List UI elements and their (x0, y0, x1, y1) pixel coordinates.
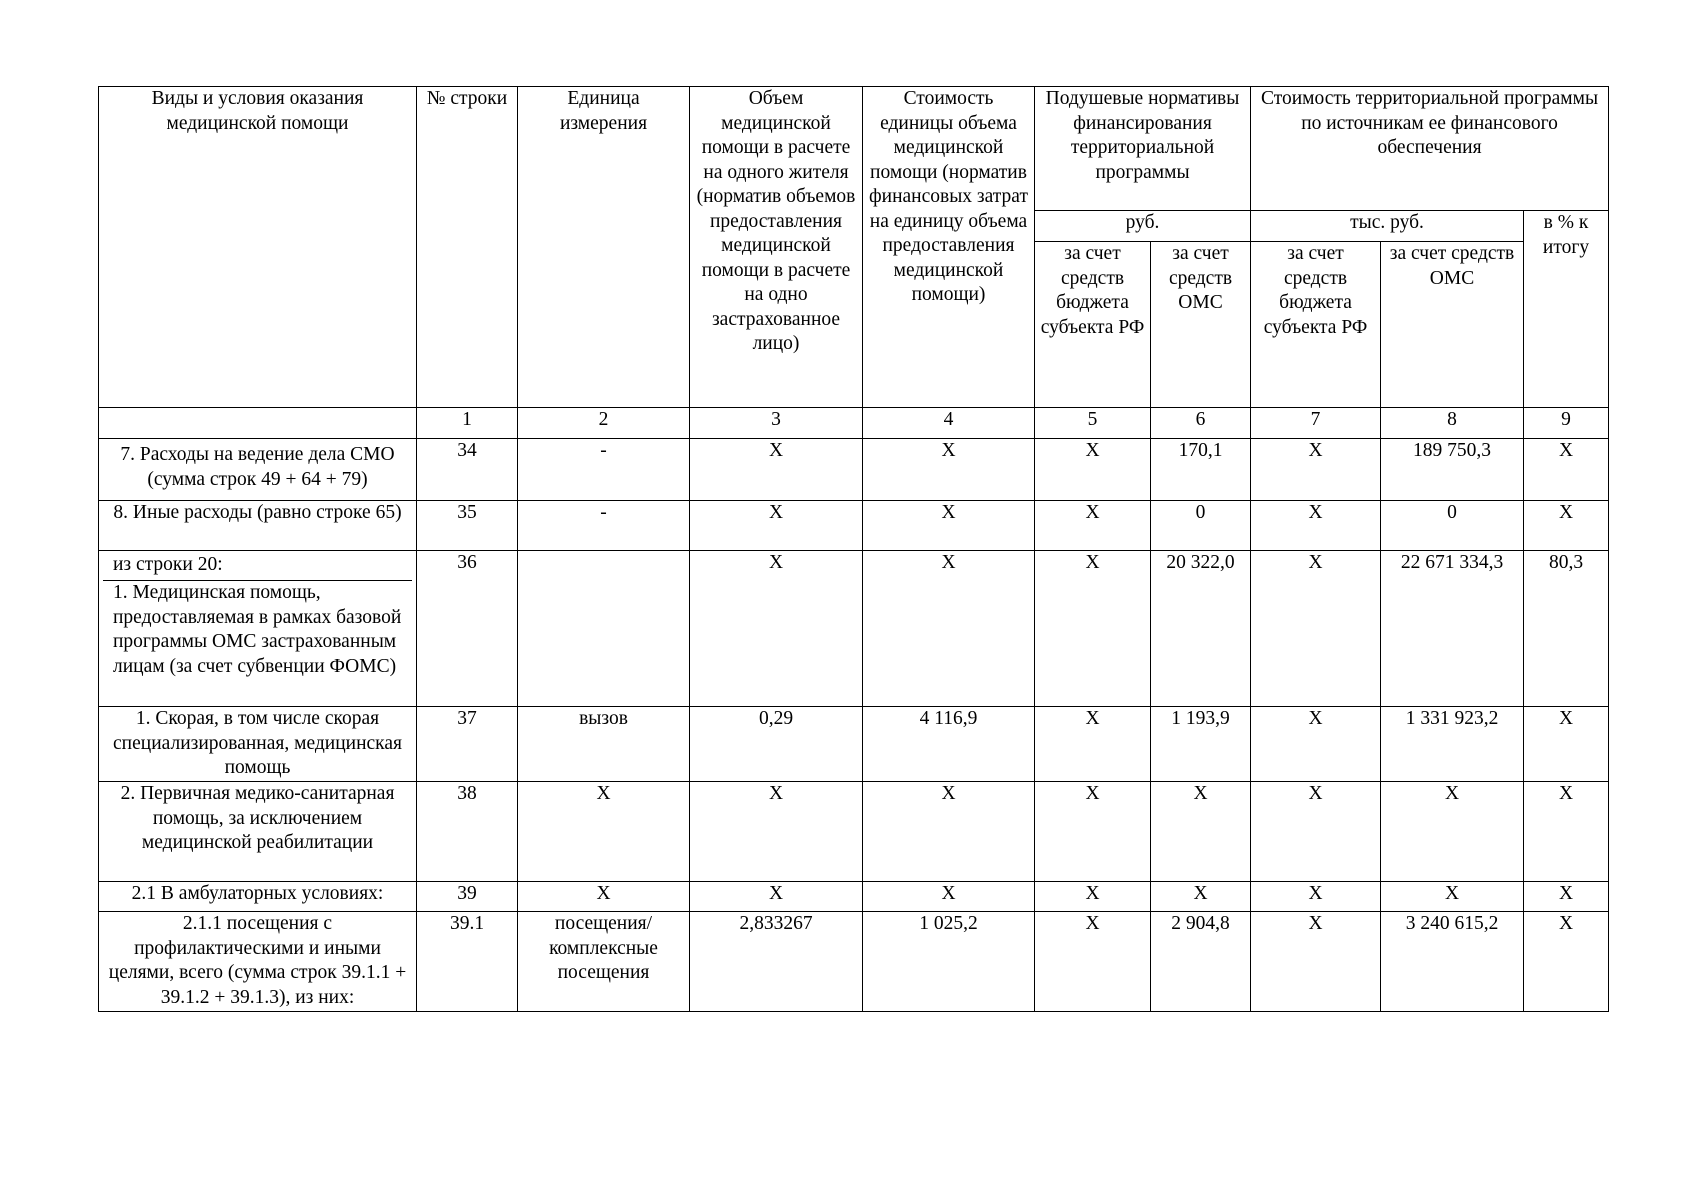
cell-percapita-budget: X (1035, 439, 1151, 501)
column-number-cell: 4 (863, 408, 1035, 439)
cell-cost: 1 025,2 (863, 912, 1035, 1012)
table-row (99, 782, 1609, 882)
header-percapita-group: Подушевые нормативы финансирования территориальной программы (1035, 87, 1251, 211)
cell-percent: X (1524, 707, 1609, 782)
column-number-cell: 8 (1381, 408, 1524, 439)
cell-row-no: 35 (417, 501, 518, 551)
table-row (99, 882, 1609, 912)
cell-total-budget: X (1251, 707, 1381, 782)
cell-total-budget: X (1251, 912, 1381, 1012)
column-number-cell: 1 (417, 408, 518, 439)
cell-percapita-oms: 2 904,8 (1151, 912, 1251, 1012)
column-number-cell: 7 (1251, 408, 1381, 439)
cell-total-oms: 22 671 334,3 (1381, 551, 1524, 707)
column-number-cell: 3 (690, 408, 863, 439)
header-percapita-budget: за счет средств бюджета субъекта РФ (1035, 242, 1151, 408)
table-row (99, 439, 1609, 501)
cell-percapita-oms: 0 (1151, 501, 1251, 551)
cell-percent: X (1524, 439, 1609, 501)
cell-volume: 0,29 (690, 707, 863, 782)
cell-volume: 2,833267 (690, 912, 863, 1012)
row-name: 2.1 В амбулаторных условиях: (99, 882, 417, 912)
row-name: 2.1.1 посещения с профилактическими и иными целями, всего (сумма строк 39.1.1 + 39.1.2 + 39.1.3), из них: (99, 912, 417, 1012)
row-name: 7. Расходы на ведение дела СМО (сумма строк 49 + 64 + 79) (99, 439, 417, 501)
cell-volume: X (690, 882, 863, 912)
cell-percapita-budget: X (1035, 882, 1151, 912)
column-number-cell: 9 (1524, 408, 1609, 439)
cell-cost: X (863, 501, 1035, 551)
cell-percapita-budget: X (1035, 782, 1151, 882)
column-number-cell: 5 (1035, 408, 1151, 439)
document-page (98, 86, 1609, 1012)
header-row-no: № строки (417, 87, 518, 408)
cell-cost: 4 116,9 (863, 707, 1035, 782)
cell-total-budget: X (1251, 501, 1381, 551)
cell-percent: 80,3 (1524, 551, 1609, 707)
header-percent-total: в % к итогу (1524, 211, 1609, 408)
cell-unit: - (518, 439, 690, 501)
cell-volume: X (690, 501, 863, 551)
cell-total-oms: 3 240 615,2 (1381, 912, 1524, 1012)
cell-row-no: 38 (417, 782, 518, 882)
cell-total-budget: X (1251, 439, 1381, 501)
cell-volume: X (690, 782, 863, 882)
cell-unit: вызов (518, 707, 690, 782)
cell-row-no: 37 (417, 707, 518, 782)
cell-percapita-oms: 1 193,9 (1151, 707, 1251, 782)
cell-total-budget: X (1251, 782, 1381, 882)
header-row (99, 87, 1609, 211)
cell-percapita-oms: 170,1 (1151, 439, 1251, 501)
row-name: 2. Первичная медико-санитарная помощь, за исключением медицинской реабилитации (99, 782, 417, 882)
column-number-cell: 2 (518, 408, 690, 439)
cell-volume: X (690, 551, 863, 707)
cell-unit (518, 551, 690, 707)
table-row (99, 501, 1609, 551)
cell-percapita-oms: X (1151, 782, 1251, 882)
header-unit-rub: руб. (1035, 211, 1251, 242)
row-name: 1. Скорая, в том числе скорая специализированная, медицинская помощь (99, 707, 417, 782)
cell-row-no: 36 (417, 551, 518, 707)
column-numbers-row (99, 408, 1609, 439)
cell-total-oms: X (1381, 882, 1524, 912)
cell-total-budget: X (1251, 551, 1381, 707)
cell-percent: X (1524, 782, 1609, 882)
row-name (99, 551, 417, 707)
header-types: Виды и условия оказания медицинской помощи (99, 87, 417, 408)
header-total-oms: за счет средств ОМС (1381, 242, 1524, 408)
cell-percapita-budget: X (1035, 912, 1151, 1012)
table-row (99, 551, 1609, 707)
cell-percapita-budget: X (1035, 551, 1151, 707)
header-volume: Объем медицинской помощи в расчете на одного жителя (норматив объемов предоставления медицинской помощи в расчете на одно застрахованное лицо) (690, 87, 863, 408)
cell-percapita-oms: X (1151, 882, 1251, 912)
cell-cost: X (863, 782, 1035, 882)
header-unit-thous-rub: тыс. руб. (1251, 211, 1524, 242)
table-row (99, 912, 1609, 1012)
cell-volume: X (690, 439, 863, 501)
financing-table (98, 86, 1609, 1012)
column-number-cell: 6 (1151, 408, 1251, 439)
cell-row-no: 34 (417, 439, 518, 501)
cell-row-no: 39 (417, 882, 518, 912)
cell-unit: посещения/ комплексные посещения (518, 912, 690, 1012)
cell-percent: X (1524, 501, 1609, 551)
cell-total-budget: X (1251, 882, 1381, 912)
cell-cost: X (863, 551, 1035, 707)
cell-row-no: 39.1 (417, 912, 518, 1012)
row-name-main: 1. Медицинская помощь, предоставляемая в рамках базовой программы ОМС застрахованным лицам (за счет субвенции ФОМС) (113, 582, 402, 677)
cell-total-oms: X (1381, 782, 1524, 882)
cell-cost: X (863, 882, 1035, 912)
header-total-budget: за счет средств бюджета субъекта РФ (1251, 242, 1381, 408)
table-row (99, 707, 1609, 782)
header-cost: Стоимость единицы объема медицинской помощи (норматив финансовых затрат на единицу объема предоставления медицинской помощи) (863, 87, 1035, 408)
cell-total-oms: 1 331 923,2 (1381, 707, 1524, 782)
cell-unit: X (518, 882, 690, 912)
cell-total-oms: 0 (1381, 501, 1524, 551)
header-percapita-oms: за счет средств ОМС (1151, 242, 1251, 408)
cell-percapita-oms: 20 322,0 (1151, 551, 1251, 707)
header-total-group: Стоимость территориальной программы по источникам ее финансового обеспечения (1251, 87, 1609, 211)
cell-unit: X (518, 782, 690, 882)
cell-percapita-budget: X (1035, 707, 1151, 782)
row-name: 8. Иные расходы (равно строке 65) (99, 501, 417, 551)
row-name-prefix: из строки 20: (103, 551, 412, 581)
column-number-cell (99, 408, 417, 439)
cell-total-oms: 189 750,3 (1381, 439, 1524, 501)
cell-unit: - (518, 501, 690, 551)
cell-percent: X (1524, 912, 1609, 1012)
cell-cost: X (863, 439, 1035, 501)
cell-percent: X (1524, 882, 1609, 912)
header-unit: Единица измерения (518, 87, 690, 408)
cell-percapita-budget: X (1035, 501, 1151, 551)
